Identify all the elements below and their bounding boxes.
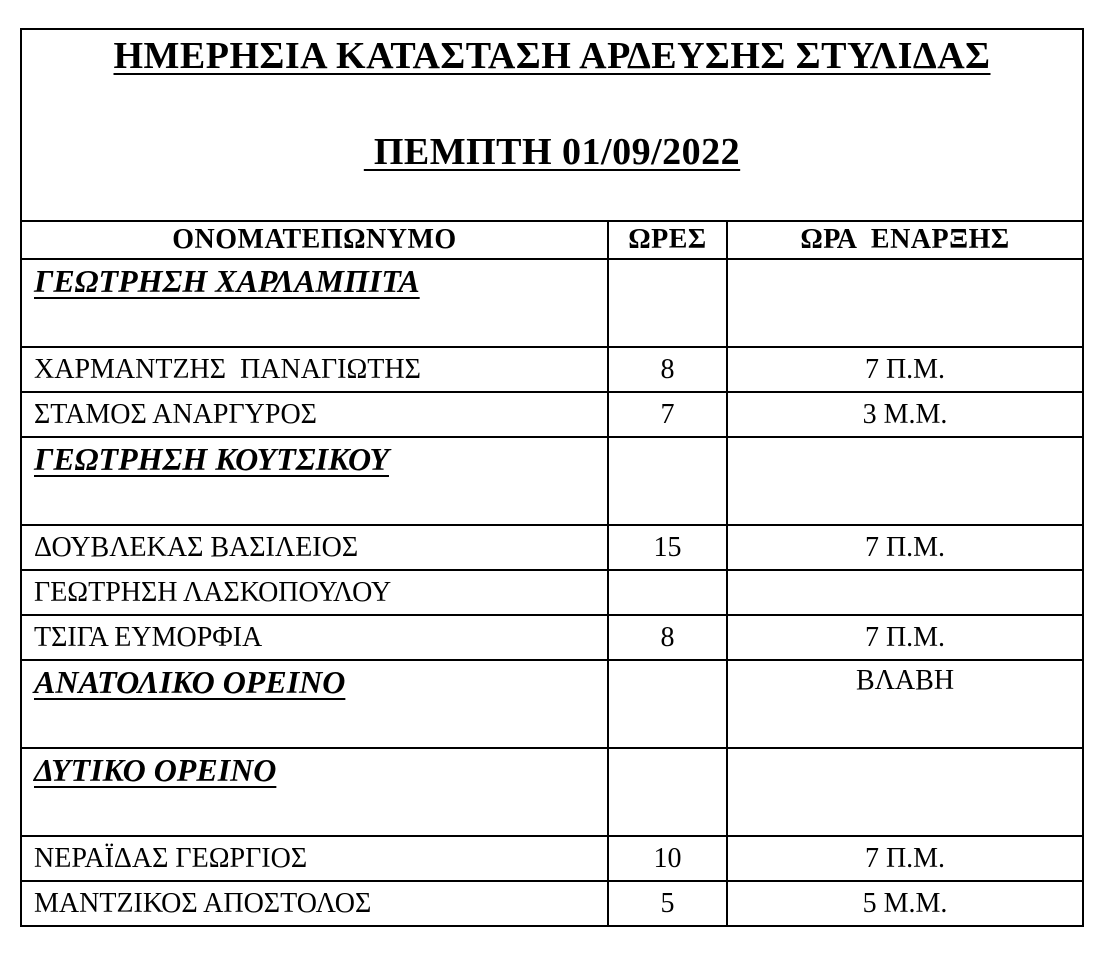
section-status-cell <box>727 437 1083 525</box>
section-status: ΒΛΑΒΗ <box>855 665 955 696</box>
section-status <box>728 749 1082 753</box>
title-cell <box>21 29 1083 221</box>
person-name: ΜΑΝΤΖΙΚΟΣ ΑΠΟΣΤΟΛΟΣ <box>21 881 608 926</box>
table-row <box>21 881 1083 926</box>
column-header-row <box>21 221 1083 259</box>
section-row <box>21 259 1083 347</box>
section-hours <box>609 749 726 753</box>
table-row <box>21 836 1083 881</box>
section-row <box>21 748 1083 836</box>
section-hours-cell <box>608 437 727 525</box>
section-title: ΓΕΩΤΡΗΣΗ ΚΟΥΤΣΙΚΟΥ <box>34 441 389 477</box>
person-hours: 5 <box>608 881 727 926</box>
column-header-start: ΩΡΑ ΕΝΑΡΞΗΣ <box>727 221 1083 259</box>
table-body <box>21 259 1083 926</box>
person-hours: 7 <box>608 392 727 437</box>
person-hours: 10 <box>608 836 727 881</box>
section-title: ΓΕΩΤΡΗΣΗ ΧΑΡΛΑΜΠΙΤΑ <box>34 263 420 299</box>
irrigation-table <box>20 28 1084 927</box>
section-row <box>21 437 1083 525</box>
section-hours-cell <box>608 259 727 347</box>
section-hours-cell <box>608 660 727 748</box>
section-title: ΑΝΑΤΟΛΙΚΟ ΟΡΕΙΝΟ <box>34 664 346 700</box>
person-start-time: 7 Π.Μ. <box>727 525 1083 570</box>
table-row <box>21 570 1083 615</box>
section-status-cell <box>727 748 1083 836</box>
person-name: ΝΕΡΑΪΔΑΣ ΓΕΩΡΓΙΟΣ <box>21 836 608 881</box>
person-name: ΔΟΥΒΛΕΚΑΣ ΒΑΣΙΛΕΙΟΣ <box>21 525 608 570</box>
person-name: ΧΑΡΜΑΝΤΖΗΣ ΠΑΝΑΓΙΩΤΗΣ <box>21 347 608 392</box>
section-row <box>21 660 1083 748</box>
section-hours <box>609 661 726 665</box>
table-row <box>21 525 1083 570</box>
document-date: ΠΕΜΠΤΗ 01/09/2022 <box>363 131 741 173</box>
table-row <box>21 615 1083 660</box>
person-hours: 8 <box>608 347 727 392</box>
title-row <box>21 29 1083 221</box>
person-hours <box>608 570 727 615</box>
section-status <box>728 260 1082 264</box>
section-status-cell <box>727 259 1083 347</box>
table-row <box>21 347 1083 392</box>
section-title-cell <box>21 748 608 836</box>
section-title-cell <box>21 259 608 347</box>
table-row <box>21 392 1083 437</box>
section-title-cell <box>21 437 608 525</box>
person-start-time: 7 Π.Μ. <box>727 347 1083 392</box>
person-start-time: 3 Μ.Μ. <box>727 392 1083 437</box>
person-name: ΓΕΩΤΡΗΣΗ ΛΑΣΚΟΠΟΥΛΟΥ <box>21 570 608 615</box>
column-header-hours: ΩΡΕΣ <box>608 221 727 259</box>
person-start-time: 7 Π.Μ. <box>727 836 1083 881</box>
person-start-time: 7 Π.Μ. <box>727 615 1083 660</box>
document-title: ΗΜΕΡΗΣΙΑ ΚΑΤΑΣΤΑΣΗ ΑΡΔΕΥΣΗΣ ΣΤΥΛΙΔΑΣ <box>113 35 991 77</box>
section-hours-cell <box>608 748 727 836</box>
person-hours: 15 <box>608 525 727 570</box>
section-status <box>728 438 1082 442</box>
section-hours <box>609 438 726 442</box>
section-status-cell <box>727 660 1083 748</box>
column-header-name: ΟΝΟΜΑΤΕΠΩΝΥΜΟ <box>21 221 608 259</box>
person-name: ΣΤΑΜΟΣ ΑΝΑΡΓΥΡΟΣ <box>21 392 608 437</box>
section-title-cell <box>21 660 608 748</box>
section-hours <box>609 260 726 264</box>
section-title: ΔΥΤΙΚΟ ΟΡΕΙΝΟ <box>34 752 277 788</box>
person-name: ΤΣΙΓΑ ΕΥΜΟΡΦΙΑ <box>21 615 608 660</box>
person-start-time: 5 Μ.Μ. <box>727 881 1083 926</box>
person-start-time <box>727 570 1083 615</box>
person-hours: 8 <box>608 615 727 660</box>
